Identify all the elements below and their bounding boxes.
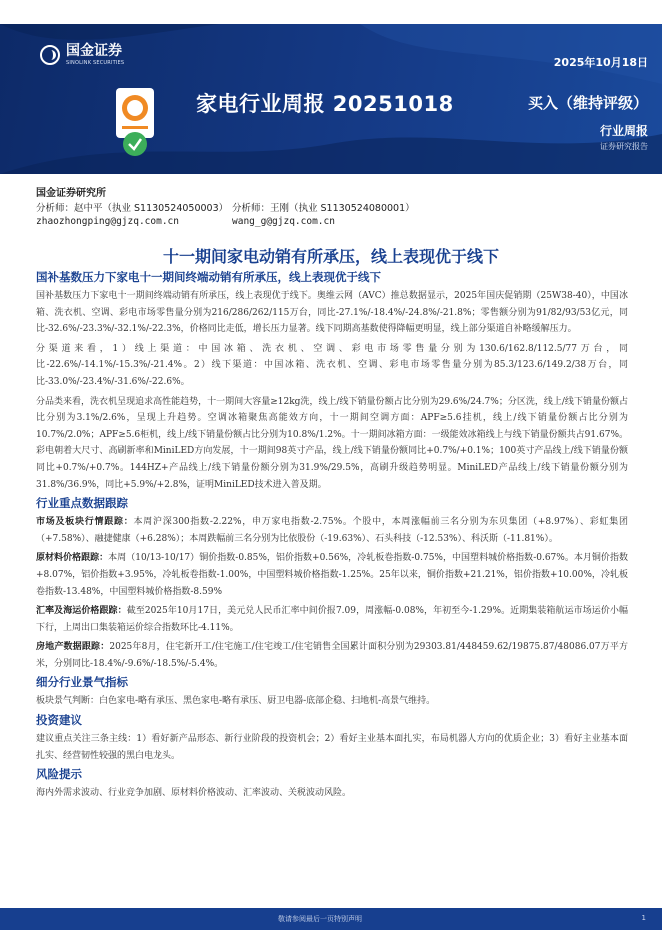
brand-logo	[40, 44, 124, 66]
report-title: 家电行业周报 20251018	[196, 92, 454, 116]
analyst-1-email[interactable]: zhaozhongping@gjzq.com.cn	[36, 216, 179, 227]
firm-name: 国金证券研究所	[36, 188, 106, 199]
paragraph-label: 房地产数据跟踪：	[36, 642, 110, 653]
analyst-2-email[interactable]: wang_g@gjzq.com.cn	[232, 216, 335, 227]
paragraph-text: 2025年8月，住宅新开工/住宅施工/住宅竣工/住宅销售全国累计面积分别为29303.81/448459.62/19875.87/48086.07万平方米，分别同比-18.4%/-9.6%/-18.5%/-5.4%。	[36, 642, 628, 669]
report-type: 行业周报	[599, 124, 648, 138]
section-paragraph: 国补基数压力下家电十一期间终端动销有所承压，线上表现优于线下。奥维云网（AVC）推总数据显示，2025年国庆促销期（25W38-40），中国冰箱、洗衣机、空调、彩电市场零售量分别为216/286/262/115万台，同比-27.1%/-18.4%/-24.8%/-21.8%；零售额分别为91/82/93/53亿元，同比-32.6%/-23.3%/-32.1%/-22.3%，价格同比走低，增长压力显著。线下同期高基数使得降幅更明显，线上部分渠道自补略缓解压力。	[36, 291, 628, 335]
report-date: 2025年10月18日	[553, 56, 648, 69]
paragraph-text: 截至2025年10月17日，美元兑人民币汇率中间价报7.09，周涨幅-0.08%，年初至今-1.29%。近期集装箱航运市场运价小幅下行，上周出口集装箱运价综合指数环比-4.11%。	[36, 606, 628, 633]
section-paragraph: 分品类来看，洗衣机呈现追求高性能趋势，十一期间大容量≥12kg洗，线上/线下销量份额占比分别为29.6%/24.7%；分区洗，线上/线下销量份额占比分别为3.1%/2.6%，呈现上升趋势。空调冰箱聚焦高能效方向，十一期间空调方面：APF≥5.6挂机，线上/线下销量份额占比分别为10.7%/2.0%；APF≥5.6柜机，线上/线下销量份额占比分别为10.8%/1.2%。十一期间冰箱方面：一级能效冰箱线上与线下销量份额共占91.67%。彩电朝着大尺寸、高刷新率和MiniLED方向发展，十一期间98英寸产品，线上/线下销量份额同比+0.7%/+0.1%；100英寸产品线上/线下销量份额同比+0.7%/+0.7%。144HZ+产品线上/线下销量份额分别为31.9%/29.5%，高刷升级趋势明显。MiniLED产品线上/线下销量份额分别为31.8%/36.9%，同比+5.9%/+2.8%，证明MiniLED技术进入普及期。	[36, 396, 628, 490]
section-paragraph: 板块景气判断：白色家电-略有承压、黑色家电-略有承压、厨卫电器-底部企稳、扫地机-高景气维持。	[36, 696, 436, 707]
rating-label: 买入（维持评级）	[527, 94, 648, 112]
analyst-2: 分析师：王刚（执业 S1130524080001）	[232, 203, 415, 214]
section-paragraph	[36, 514, 628, 547]
report-header	[0, 24, 662, 174]
paragraph-label: 市场及板块行情跟踪：	[36, 517, 134, 528]
paragraph-text: 本周（10/13-10/17）铜价指数-0.85%，铝价指数+0.56%，冷轧板卷指数-0.75%，中国塑料城价格指数-0.67%。本月铜价指数+8.07%，铝价指数+3.95%，冷轧板卷指数-1.00%，中国塑料城价格指数-1.25%。25年以来，铜价指数+21.21%，铝价指数+10.00%，冷轧板卷指数-13.48%，中国塑料城价格指数-8.59%	[36, 553, 628, 597]
logo-name-cn: 国金证券	[66, 43, 122, 59]
section-paragraph	[36, 603, 628, 636]
section-paragraph: 建议重点关注三条主线：1）看好新产品形态、新行业阶段的投资机会；2）看好主业基本面扎实，布局机器人方向的优质企业；3）看好主业基本面扎实、经营韧性较强的黑白电龙头。	[36, 734, 628, 761]
section-paragraph: 海内外需求波动、行业竞争加剧、原材料价格波动、汇率波动、关税波动风险。	[36, 788, 352, 799]
section-title-market: 国补基数压力下家电十一期间终端动销有所承压，线上表现优于线下	[36, 270, 381, 284]
section-title-data-tracking: 行业重点数据跟踪	[36, 496, 128, 511]
report-subtype: 证券研究报告	[600, 142, 648, 151]
section-title-risk: 风险提示	[36, 767, 82, 782]
page-number: 1	[641, 914, 646, 922]
section-paragraph: 分渠道来看，1）线上渠道：中国冰箱、洗衣机、空调、彩电市场零售量分别为130.6/162.8/112.5/77万台，同比-22.6%/-14.1%/-15.3%/-21.4%。2）线下渠道：中国冰箱、洗衣机、空调、彩电市场零售量分别为85.3/123.6/149.2/38万台，同比-33.0%/-23.4%/-31.6%/-22.6%。	[36, 343, 628, 387]
report-body	[36, 270, 628, 805]
badge-icon	[110, 86, 160, 158]
paragraph-label: 汇率及海运价格跟踪：	[36, 606, 127, 617]
section-title-sentiment: 细分行业景气指标	[36, 675, 128, 690]
logo-mark-icon	[40, 45, 60, 65]
page-headline: 十一期间家电动销有所承压，线上表现优于线下	[162, 247, 499, 266]
footer-disclaimer[interactable]: 敬请参阅最后一页特别声明	[278, 915, 362, 923]
page-footer	[0, 908, 662, 930]
paragraph-label: 原材料价格跟踪：	[36, 553, 109, 564]
section-paragraph	[36, 639, 628, 672]
paragraph-text: 本周沪深300指数-2.22%，申万家电指数-2.75%。个股中，本周涨幅前三名分别为东贝集团（+8.97%）、彩虹集团（+7.58%）、融捷健康（+6.28%）；本周跌幅前三名分别为比依股份（-19.63%）、石头科技（-12.53%）、科沃斯（-11.81%）。	[36, 517, 628, 544]
section-paragraph	[36, 550, 628, 600]
section-title-recommendation: 投资建议	[36, 713, 82, 728]
analyst-1: 分析师：赵中平（执业 S1130524050003）	[36, 203, 229, 214]
logo-name-en: SINOLINK SECURITIES	[66, 60, 125, 66]
